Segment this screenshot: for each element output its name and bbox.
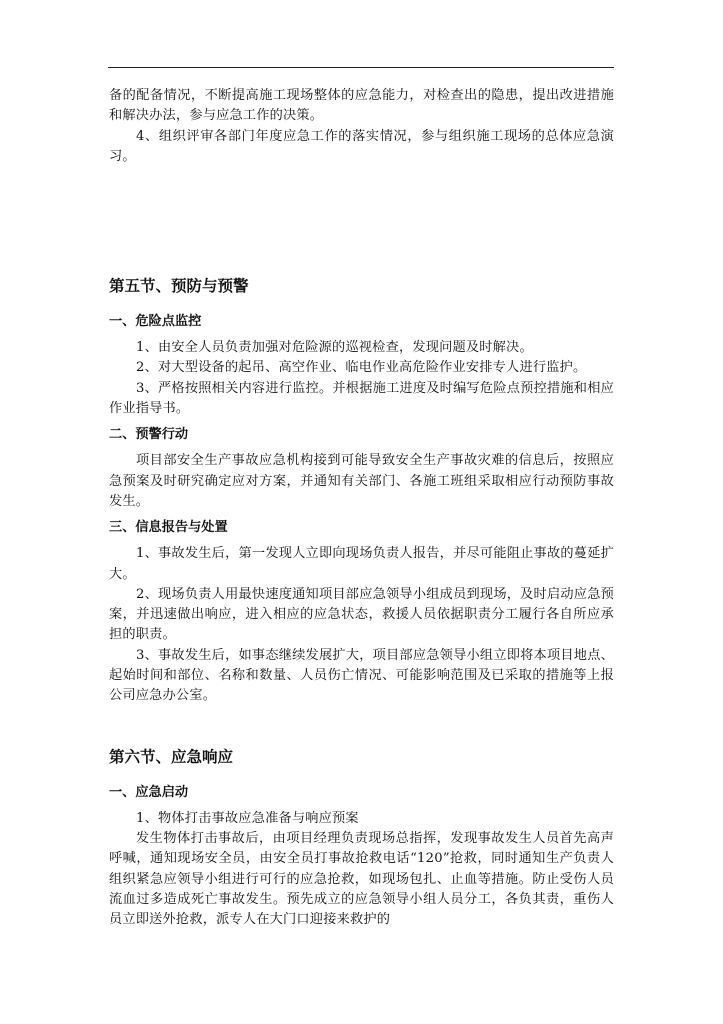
paragraph: 1、事故发生后，第一发现人立即向现场负责人报告，并尽可能阻止事故的蔓延扩大。 — [109, 546, 614, 582]
page-content — [109, 86, 614, 930]
paragraph: 项目部安全生产事故应急机构接到可能导致安全生产事故灾难的信息后，按照应急预案及时研究确定应对方案，并通知有关部门、各施工班组采取相应行动预防事故发生。 — [109, 453, 614, 509]
subsection-title: 一、应急启动 — [109, 784, 189, 800]
subsection-title: 二、预警行动 — [109, 427, 189, 443]
blank-space — [109, 167, 614, 264]
paragraph: 发生物体打击事故后，由项目经理负责现场总指挥，发现事故发生人员首先高声呼喊，通知现场安全员，由安全员打事故抢救电话“120”抢救，同时通知生产负责人组织紧急应领导小组进行可行的应急抢救，如现场包扎、止血等措施。防止受伤人员流血过多造成死亡事故发生。预先成立的应急领导小组人员分工，各负其责，重伤人员立即送外抢救，派专人在大门口迎接来救护的 — [109, 830, 614, 928]
paragraph: 1、物体打击事故应急准备与响应预案 — [136, 810, 359, 826]
subsection-title: 一、危险点监控 — [109, 314, 202, 330]
paragraph: 3、事故发生后，如事态继续发展扩大，项目部应急领导小组立即将本项目地点、起始时间和部位、名称和数量、人员伤亡情况、可能影响范围及已采取的措施等上报公司应急办公室。 — [109, 647, 614, 704]
header-rule — [108, 67, 614, 68]
section-title: 第六节、应急响应 — [109, 747, 234, 766]
paragraph: 2、现场负责人用最快速度通知项目部应急领导小组成员到现场，及时启动应急预案，并迅速做出响应，进入相应的应急状态，救援人员依据职责分工履行各自所应承担的职责。 — [109, 586, 614, 643]
subsection-title: 三、信息报告与处置 — [109, 520, 228, 536]
paragraph: 4、组织评审各部门年度应急工作的落实情况，参与组织施工现场的总体应急演习。 — [109, 128, 614, 164]
blank-space — [109, 707, 614, 735]
paragraph: 2、对大型设备的起吊、高空作业、临电作业高危险作业安排专人进行监护。 — [136, 360, 587, 376]
paragraph: 备的配备情况，不断提高施工现场整体的应急能力，对检查出的隐患，提出改进措施和解决办法，参与应急工作的决策。 — [109, 88, 614, 124]
section-title: 第五节、预防与预警 — [109, 277, 249, 296]
paragraph: 3、严格按照相关内容进行监控。并根据施工进度及时编写危险点预控措施和相应作业指导书。 — [109, 380, 614, 417]
paragraph: 1、由安全人员负责加强对危险源的巡视检查，发现问题及时解决。 — [136, 340, 533, 356]
